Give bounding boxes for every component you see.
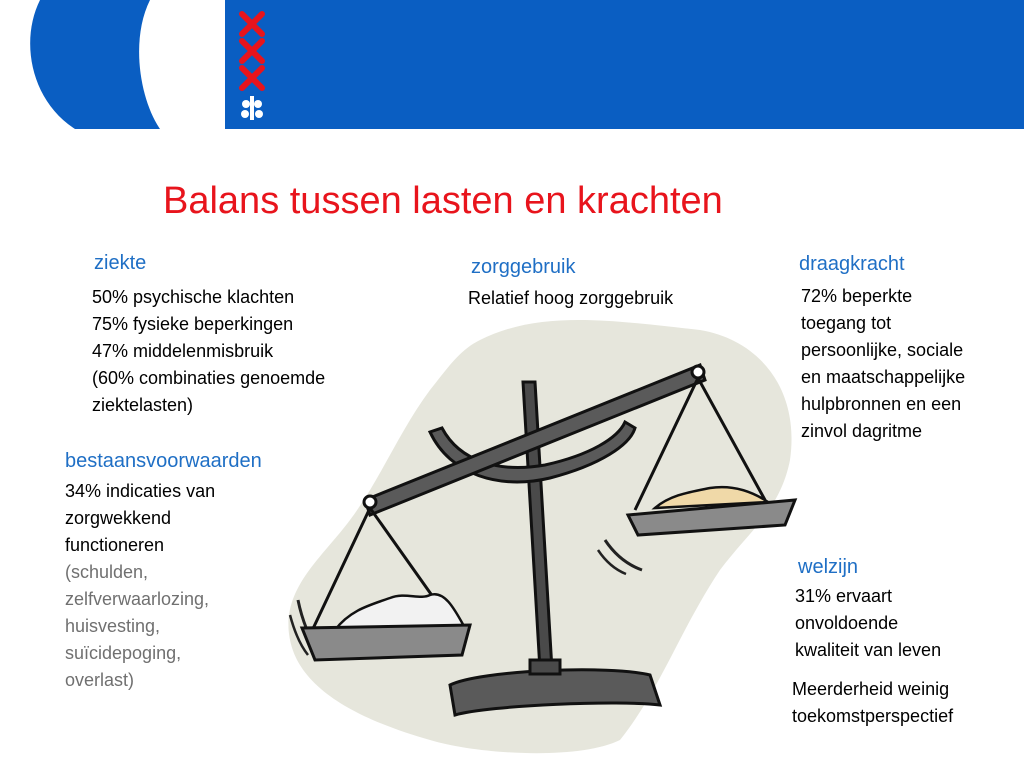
text-line: 50% psychische klachten (92, 287, 295, 307)
welzijn-text (795, 583, 941, 664)
text-line: 34% indicaties van (65, 481, 216, 501)
text-line: zorgwekkend (65, 508, 172, 528)
text-line-grey: zelfverwaarlozing, (65, 589, 210, 609)
text-line: (60% combinaties genoemde (92, 368, 326, 388)
zorggebruik-text (468, 285, 673, 312)
text-line: 75% fysieke beperkingen (92, 314, 294, 334)
text-line: 47% middelenmisbruik (92, 341, 274, 361)
text-line-grey: huisvesting, (65, 616, 161, 636)
ziekte-text (92, 284, 325, 419)
text-line: Meerderheid weinig (792, 679, 950, 699)
header-swoosh (0, 0, 1024, 140)
text-line: persoonlijke, sociale (801, 340, 964, 360)
text-line: zinvol dagritme (801, 421, 923, 441)
text-line: onvoldoende (795, 613, 899, 633)
text-line: 31% ervaart (795, 586, 893, 606)
heading-ziekte: ziekte (94, 252, 147, 274)
text-line-grey: (schulden, (65, 562, 149, 582)
heading-zorggebruik: zorggebruik (471, 256, 576, 278)
text-line: hulpbronnen en een (801, 394, 962, 414)
draagkracht-text (801, 283, 965, 445)
text-line: 72% beperkte (801, 286, 913, 306)
welzijn-extra-text (792, 676, 953, 730)
slide-title: Balans tussen lasten en krachten (163, 180, 723, 222)
text-line: functioneren (65, 535, 165, 555)
sailor-star-icon (241, 96, 263, 120)
text-line-grey: overlast) (65, 670, 135, 690)
heading-bestaansvoorwaarden: bestaansvoorwaarden (65, 450, 262, 472)
text-line: ziektelasten) (92, 395, 194, 415)
text-line: en maatschappelijke (801, 367, 966, 387)
heading-draagkracht: draagkracht (799, 253, 905, 275)
text-line: toekomstperspectief (792, 706, 954, 726)
text-line: toegang tot (801, 313, 892, 333)
text-line-grey: suïcidepoging, (65, 643, 182, 663)
text-line: kwaliteit van leven (795, 640, 942, 660)
x-cross-icon (242, 14, 262, 34)
x-cross-icon (242, 41, 262, 61)
city-crest (236, 8, 268, 126)
x-cross-icon (242, 68, 262, 88)
balance-scale-icon (280, 310, 820, 760)
text-line: Relatief hoog zorggebruik (468, 288, 674, 308)
heading-welzijn: welzijn (798, 556, 859, 578)
bestaansvoorwaarden-text (65, 478, 215, 694)
